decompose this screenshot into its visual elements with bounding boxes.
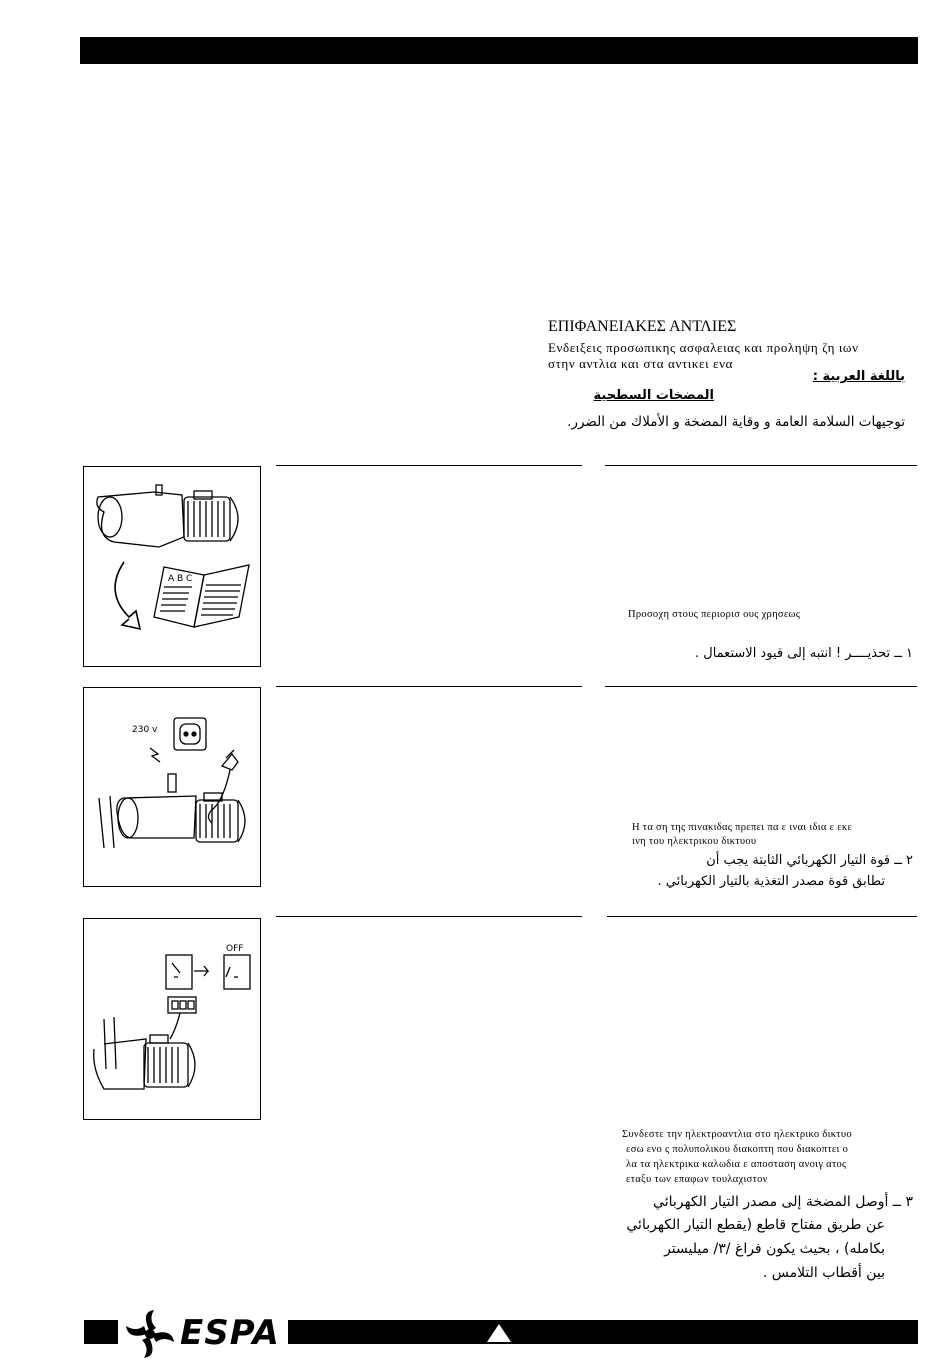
section-1-rule-left: [276, 465, 582, 466]
arabic-title: المضخات السطحية: [593, 388, 714, 403]
pump-manual-illustration: [84, 467, 260, 666]
arabic-intro: توجيهات السلامة العامة و وقاية المضخة و الأملاك من الضرر.: [567, 414, 905, 430]
triangle-marker-icon: [486, 1323, 512, 1343]
section-3-arabic-line-3: بكامله) ، بحيث يكون فراغ /٣/ ميليستر: [664, 1241, 885, 1257]
greek-subtitle-line1: Ενδειξεις προσωπικης ασφαλειας και προληψη ζη ιων: [548, 340, 859, 355]
section-2-rule-left: [276, 686, 582, 687]
section-1-greek-line: Προσοχη στους περιορισ ους χρησεως: [628, 609, 801, 620]
section-1-rule-right: [605, 465, 917, 466]
espa-logo-icon: [122, 1308, 178, 1360]
section-3-rule-left: [276, 916, 582, 917]
panel-label-off: OFF: [226, 944, 244, 954]
illustration-panel-voltage: [83, 687, 261, 887]
section-3-rule-right: [607, 916, 917, 917]
section-3-greek-line-3: λα τα ηλεκτρικα καλωδια ε αποσταση ανοιγ ατος: [626, 1159, 847, 1170]
section-3-greek-line-2: εσω ενο ς πολυπολικου διακοπτη που διακοπτει ο: [626, 1144, 849, 1155]
svg-text:A B C: A B C: [168, 574, 193, 584]
greek-title: ΕΠΙΦΑΝΕΙΑΚΕΣ ΑΝΤΛΙΕΣ: [548, 318, 737, 335]
panel-label-230v: 230 v: [132, 725, 158, 735]
section-3-arabic-line-4: بين أقطاب التلامس .: [762, 1265, 885, 1281]
illustration-panel-manual: [83, 466, 261, 667]
espa-brand-text: ESPA: [180, 1313, 280, 1353]
section-3-greek-line-4: εταξυ των επαφων τουλαχιστον: [626, 1174, 768, 1185]
pump-switch-illustration: [84, 919, 260, 1119]
footer-bar-right: [288, 1320, 918, 1344]
section-3-arabic-line-1: ٣ ــ أوصل المضخة إلى مصدر التيار الكهربائي: [653, 1194, 913, 1210]
header-bar: [80, 37, 918, 64]
illustration-panel-switch: [83, 918, 261, 1120]
greek-subtitle-line2: στην αντλια και στα αντικει ενα: [548, 356, 733, 371]
section-2-greek-line-2: ινη του ηλεκτρικου δικτυου: [632, 836, 757, 847]
footer-bar-left: [84, 1320, 118, 1344]
section-3-greek-line-1: Συνδεστε την ηλεκτροαντλια στο ηλεκτρικο δικτυο: [622, 1129, 852, 1140]
section-2-rule-right: [605, 686, 917, 687]
pump-voltage-illustration: [84, 688, 260, 886]
section-1-arabic-line: ١ ــ تحذيــــر ! انتبه إلى قيود الاستعمال .: [695, 646, 913, 661]
section-3-arabic-line-2: عن طريق مفتاح قاطع (يقطع التيار الكهربائي: [626, 1217, 885, 1233]
section-2-arabic-line-2: تطابق قوة مصدر التغذية بالتيار الكهربائي .: [657, 874, 885, 889]
section-2-arabic-line-1: ٢ ــ قوة التيار الكهربائي الثابتة يجب أن: [706, 853, 913, 868]
arabic-language-label: باللغة العربية :: [812, 369, 905, 384]
section-2-greek-line-1: Η τα ση της πινακιδας πρεπει πα ε ιναι ιδια ε εκε: [632, 822, 853, 833]
